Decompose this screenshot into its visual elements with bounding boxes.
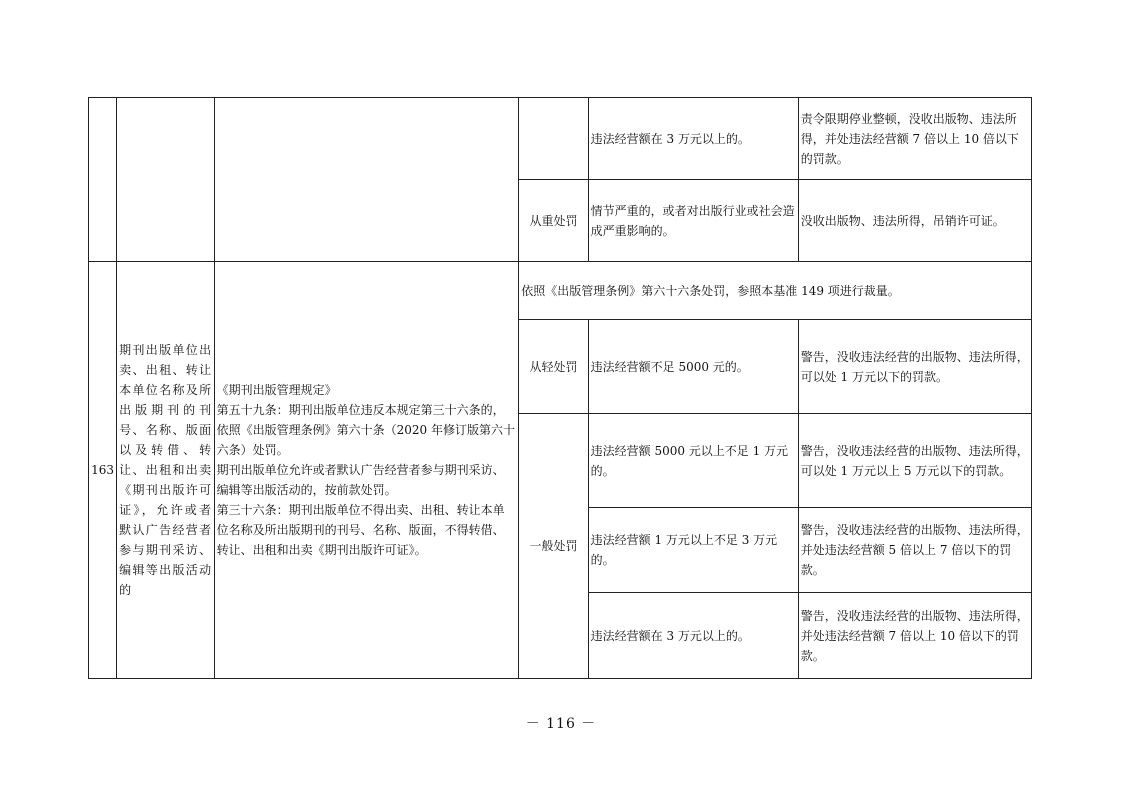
page-number: － 116 －	[525, 716, 597, 732]
penalty-level-cell: 从轻处罚	[519, 320, 588, 414]
penalty-standard-table	[88, 97, 1032, 679]
basis-paragraph-2: 期刊出版单位允许或者默认广告经营者参与期刊采访、编辑等出版活动的，按前款处罚。	[216, 463, 505, 497]
condition-cell: 违法经营额 5000 元以上不足 1 万元的。	[588, 414, 798, 508]
empty-number-cell	[89, 98, 117, 262]
penalty-cell: 没收出版物、违法所得，吊销许可证。	[798, 180, 1031, 262]
empty-level-cell	[519, 98, 588, 180]
basis-title: 《期刊出版管理规定》	[216, 383, 337, 397]
table-row	[89, 98, 1032, 180]
penalty-level-cell: 从重处罚	[519, 180, 588, 262]
table-row	[89, 262, 1032, 320]
reference-cell: 依照《出版管理条例》第六十六条处罚，参照本基准 149 项进行裁量。	[519, 262, 1032, 320]
condition-cell: 违法经营额在 3 万元以上的。	[588, 98, 798, 180]
item-number-cell: 163	[89, 262, 117, 679]
empty-subject-cell	[117, 98, 215, 262]
condition-cell: 违法经营额 1 万元以上不足 3 万元的。	[588, 508, 798, 593]
condition-cell: 违法经营额在 3 万元以上的。	[588, 593, 798, 679]
basis-article-36: 第三十六条：期刊出版单位不得出卖、出租、转让本单位名称及所出版期刊的刊号、名称、版面，不得转借、转让、出租和出卖《期刊出版许可证》。	[216, 503, 505, 557]
penalty-cell: 警告，没收违法经营的出版物、违法所得，可以处 1 万元以上 5 万元以下的罚款。	[798, 414, 1031, 508]
penalty-cell: 警告，没收违法经营的出版物、违法所得，可以处 1 万元以下的罚款。	[798, 320, 1031, 414]
penalty-cell: 责令限期停业整顿，没收出版物、违法所得，并处违法经营额 7 倍以上 10 倍以下的罚款。	[798, 98, 1031, 180]
violation-subject-cell: 期刊出版单位出卖、出租、转让本单位名称及所出版期刊的刊号、名称、版面以及转借、转让、出租和出卖《期刊出版许可证》，允许或者默认广告经营者参与期刊采访、编辑等出版活动的	[117, 262, 215, 679]
legal-basis-cell	[214, 262, 519, 679]
penalty-cell: 警告，没收违法经营的出版物、违法所得，并处违法经营额 5 倍以上 7 倍以下的罚款。	[798, 508, 1031, 593]
condition-cell: 情节严重的，或者对出版行业或社会造成严重影响的。	[588, 180, 798, 262]
basis-article-59: 第五十九条：期刊出版单位违反本规定第三十六条的，依照《出版管理条例》第六十条（2020 年修订版第六十六条）处罚。	[216, 403, 516, 457]
condition-cell: 违法经营额不足 5000 元的。	[588, 320, 798, 414]
penalty-cell: 警告，没收违法经营的出版物、违法所得，并处违法经营额 7 倍以上 10 倍以下的罚款。	[798, 593, 1031, 679]
penalty-level-cell: 一般处罚	[519, 414, 588, 679]
empty-basis-cell	[214, 98, 519, 262]
